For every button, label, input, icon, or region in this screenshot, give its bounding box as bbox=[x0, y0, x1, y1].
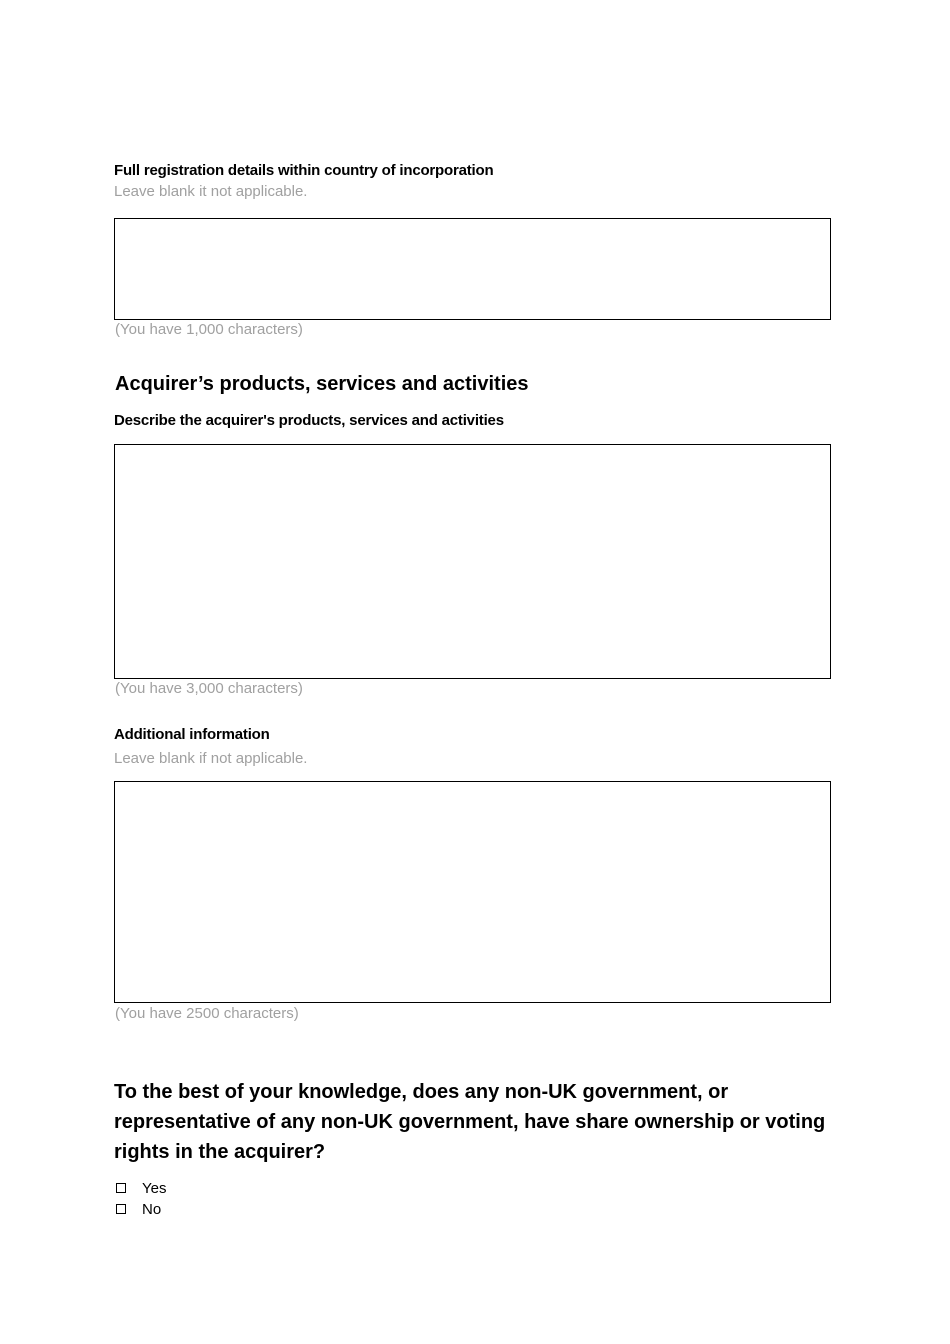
additional-info-hint: Leave blank if not applicable. bbox=[114, 750, 308, 767]
registration-details-textarea[interactable] bbox=[114, 218, 831, 320]
government-ownership-question: To the best of your knowledge, does any non-UK government, or representative of any non-UK government, have share ownership or voting rights in the acquirer? bbox=[114, 1081, 826, 1163]
additional-info-label: Additional information bbox=[114, 726, 270, 743]
yes-checkbox[interactable] bbox=[116, 1183, 126, 1193]
additional-info-char-counter: (You have 2500 characters) bbox=[115, 1005, 299, 1022]
option-no[interactable] bbox=[116, 1200, 161, 1218]
registration-details-hint: Leave blank it not applicable. bbox=[114, 183, 308, 200]
registration-details-label: Full registration details within country of incorporation bbox=[114, 162, 494, 179]
option-yes[interactable] bbox=[116, 1179, 166, 1197]
yes-option-label: Yes bbox=[142, 1179, 167, 1197]
products-description-label: Describe the acquirer's products, services and activities bbox=[114, 412, 504, 429]
products-description-char-counter: (You have 3,000 characters) bbox=[115, 680, 303, 697]
no-checkbox[interactable] bbox=[116, 1204, 126, 1214]
no-option-label: No bbox=[142, 1200, 162, 1218]
products-section-heading: Acquirer’s products, services and activities bbox=[115, 373, 529, 395]
products-description-textarea[interactable] bbox=[114, 444, 831, 679]
registration-details-char-counter: (You have 1,000 characters) bbox=[115, 321, 303, 338]
additional-info-textarea[interactable] bbox=[114, 781, 831, 1003]
